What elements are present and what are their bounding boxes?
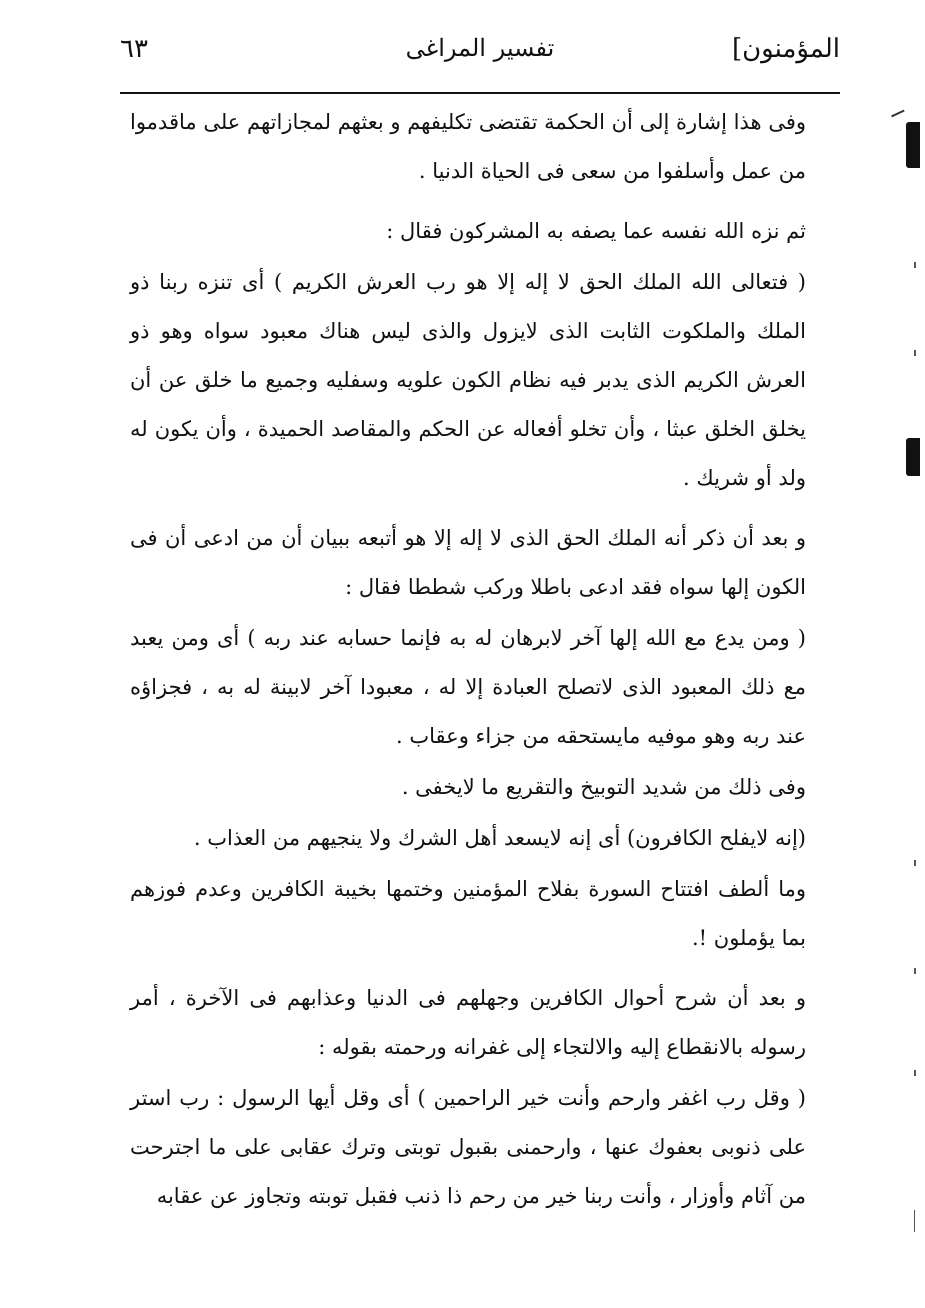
margin-speck — [914, 968, 916, 974]
book-title: تفسير المراغى — [405, 34, 555, 62]
paragraph: ثم نزه الله نفسه عما يصفه به المشركون فقال : — [386, 219, 806, 243]
margin-speck — [914, 1070, 916, 1076]
paragraph: ( وقل رب اغفر وارحم وأنت خير الراحمين ) أى وقل أيها الرسول : رب استر على ذنوبى بعفوك عنها ، وارحمنى بقبول توبتى وترك عقابى على ما اجترحت من آثام وأوزار ، وأنت ربنا خير من رحم ذا ذنب فقبل توبته وتجاوز عن عقابه — [130, 1086, 806, 1208]
paragraph: ( فتعالى الله الملك الحق لا إله إلا هو رب العرش الكريم ) أى تنزه ربنا ذو الملك والملكوت الثابت الذى لايزول والذى ليس هناك معبود سواه وهو ذو العرش الكريم الذى يدبر فيه نظام الكون علويه وسفليه وجميع ما خلق عن أن يخلق الخلق عبثا ، وأن تخلو أفعاله عن الحكم والمقاصد الحميدة ، وأن يكون له ولد أو شريك . — [130, 270, 806, 490]
paragraph: ( ومن يدع مع الله إلها آخر لابرهان له به فإنما حسابه عند ربه ) أى ومن يعبد مع ذلك المعبود الذى لاتصلح العبادة إلا له ، معبودا آخر لابينة له به ، فجزاؤه عند ربه وهو موفيه مايستحقه من جزاء وعقاب . — [130, 626, 806, 748]
paragraph: و بعد أن شرح أحوال الكافرين وجهلهم فى الدنيا وعذابهم فى الآخرة ، أمر رسوله بالانقطاع إليه والالتجاء إلى غفرانه ورحمته بقوله : — [130, 986, 806, 1059]
paragraph: وفى ذلك من شديد التوبيخ والتقريع ما لايخفى . — [401, 775, 806, 799]
page-header — [120, 26, 840, 86]
page-number: ٦٣ — [120, 34, 148, 64]
margin-scan-mark — [906, 122, 920, 168]
paragraph: وما ألطف افتتاح السورة بفلاح المؤمنين وختمها بخيبة الكافرين وعدم فوزهم بما يؤملون !. — [130, 877, 806, 950]
margin-speck — [914, 1210, 915, 1232]
paragraph: (إنه لايفلح الكافرون) أى إنه لايسعد أهل الشرك ولا ينجيهم من العذاب . — [193, 826, 806, 850]
margin-speck — [914, 262, 916, 268]
surah-name: المؤمنون] — [731, 34, 840, 64]
margin-scan-mark — [906, 438, 920, 476]
paragraph: و بعد أن ذكر أنه الملك الحق الذى لا إله إلا هو أتبعه ببيان أن من ادعى أن فى الكون إلها سواه فقد ادعى باطلا وركب شططا فقال : — [130, 526, 806, 599]
paragraph: وفى هذا إشارة إلى أن الحكمة تقتضى تكليفهم و بعثهم لمجازاتهم على ماقدموا من عمل وأسلفوا من سعى فى الحياة الدنيا . — [130, 110, 806, 183]
margin-speck — [914, 350, 916, 356]
header-rule — [120, 92, 840, 94]
margin-speck — [914, 860, 916, 866]
page-body — [130, 98, 806, 1298]
